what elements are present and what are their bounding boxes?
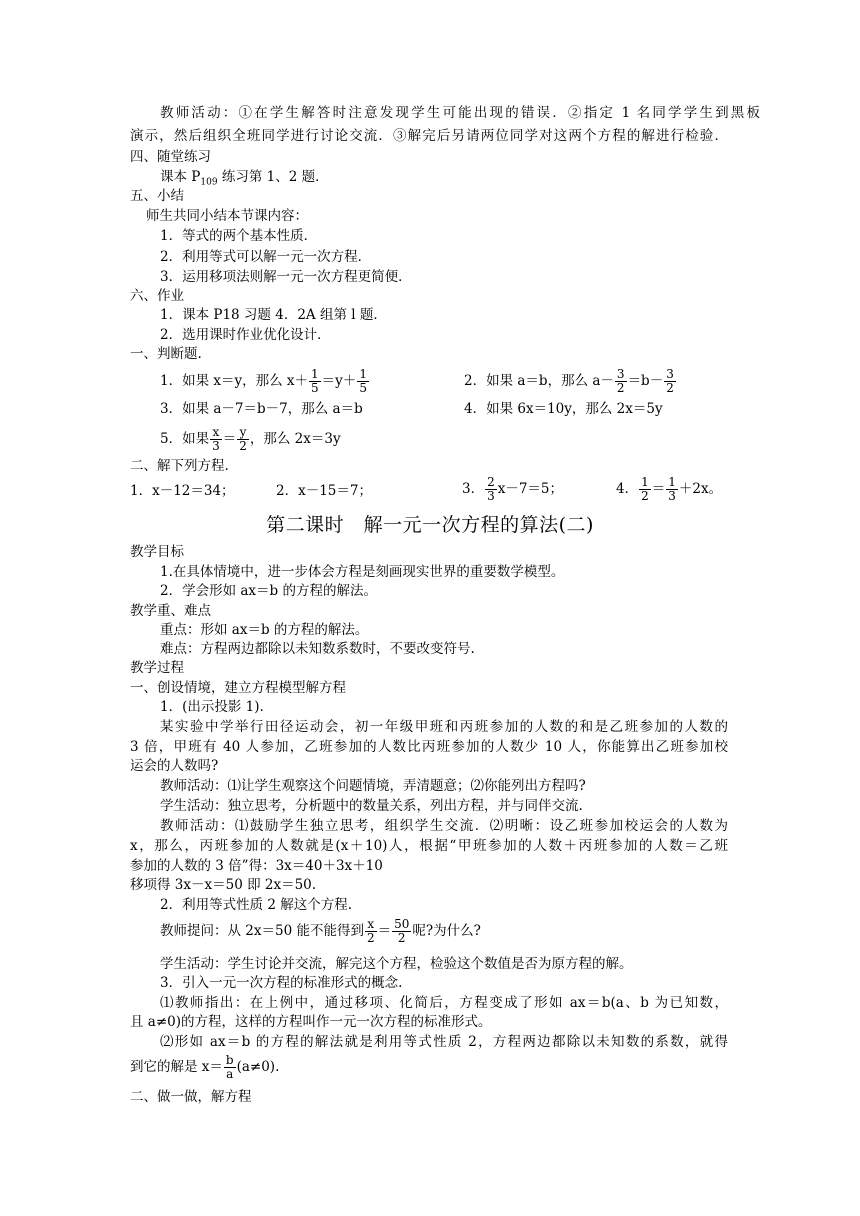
goal-1: 1.在具体情境中，进一步体会方程是刻画现实世界的重要数学模型。 xyxy=(160,564,565,580)
summary-item-3: 3．运用移项法则解一元一次方程更简便． xyxy=(160,269,412,285)
summary-intro: 师生共同小结本节课内容： xyxy=(146,208,308,224)
student-activity-discuss: 学生活动：学生讨论并交流，解完这个方程，检验这个数值是否为原方程的解。 xyxy=(160,956,633,972)
standard-form-intro: 3．引入一元一次方程的标准形式的概念. xyxy=(160,975,403,991)
fraction-b-over-a: $\frac{b}{a}$ xyxy=(225,1053,234,1081)
fraction-one-fifth: $\frac{1}{5}$ xyxy=(311,367,319,395)
fraction-two-thirds: $\frac{2}{3}$ xyxy=(487,475,495,503)
key-point: 重点：形如 ax＝b 的方程的解法。 xyxy=(160,622,369,638)
teacher-activity-line-1: 教师活动：①在学生解答时注意发现学生可能出现的错误．②指定 1 名同学学生到黑板 xyxy=(160,105,760,121)
judge-question-1: 1．如果 x＝y，那么 x＋ $\frac{1}{5}$ ＝y＋ $\frac{1}{5}$ xyxy=(160,367,367,395)
section-5-title: 五、小结 xyxy=(130,188,184,204)
fraction-y-half: $\frac{y}{2}$ xyxy=(239,425,247,453)
section-2-title: 二、做一做，解方程 xyxy=(130,1089,252,1105)
goals-heading: 教学目标 xyxy=(130,544,184,560)
key-points-heading: 教学重、难点 xyxy=(130,603,211,619)
judge-section-title: 一、判断题. xyxy=(130,346,202,362)
judge-question-5: 5．如果 $\frac{x}{3}$ ＝ $\frac{y}{2}$ ，那么 2x＝3y xyxy=(160,425,341,453)
section-4-body: 课本 $P_{109}$ 练习第 1、2 题． xyxy=(160,169,329,188)
fraction-x-third: $\frac{x}{3}$ xyxy=(212,425,220,453)
fraction-three-halves: $\frac{3}{2}$ xyxy=(666,367,674,395)
fraction-one-half: $\frac{1}{2}$ xyxy=(641,475,649,503)
homework-item-1: 1．课本 P18 习题 4．2A 组第 l 题． xyxy=(160,307,387,323)
section-6-title: 六、作业 xyxy=(130,288,184,304)
teacher-activity-clarify-3: 参加的人数的 3 倍”得：3x＝40＋3x＋10 xyxy=(130,858,383,874)
standard-form-note-1b: 且 a≠0)的方程，这样的方程叫作一元一次方程的标准形式。 xyxy=(130,1014,492,1030)
standard-form-note-2b: 到它的解是 x＝ $\frac{b}{a}$ (a≠0). xyxy=(130,1053,280,1081)
projection-note: 1．(出示投影 1). xyxy=(160,699,264,715)
teacher-activity-observe: 教师活动：⑴让学生观察这个问题情境，弄清题意；⑵你能列出方程吗? xyxy=(160,778,586,794)
student-activity-think: 学生活动：独立思考，分析题中的数量关系，列出方程，并与同伴交流. xyxy=(160,798,583,814)
goal-2: 2．学会形如 ax＝b 的方程的解法。 xyxy=(160,583,377,599)
fraction-fifty-half: $\frac{50}{2}$ xyxy=(394,917,410,945)
judge-question-3: 3．如果 a－7＝b－7，那么 a＝b xyxy=(160,401,363,417)
fraction-one-fifth: $\frac{1}{5}$ xyxy=(359,367,367,395)
property-2-step: 2．利用等式性质 2 解这个方程. xyxy=(160,897,353,913)
problem-line-3: 运会的人数吗? xyxy=(130,758,219,774)
problem-line-1: 某实验中学举行田径运动会，初一年级甲班和丙班参加的人数的和是乙班参加的人数的 xyxy=(160,719,728,735)
fraction-three-halves: $\frac{3}{2}$ xyxy=(616,367,625,395)
equation-3: 3． $\frac{2}{3}$ x－7＝5； xyxy=(462,475,564,503)
fraction-one-third: $\frac{1}{3}$ xyxy=(668,475,676,503)
teacher-activity-line-2: 演示，然后组织全班同学进行讨论交流．③解完后另请两位同学对这两个方程的解进行检验． xyxy=(130,128,728,144)
homework-item-2: 2．选用课时作业优化设计． xyxy=(160,327,331,343)
teacher-activity-clarify-1: 教师活动：⑴鼓励学生独立思考，组织学生交流．⑵明晰：设乙班参加校运会的人数为 xyxy=(160,818,728,834)
summary-item-1: 1．等式的两个基本性质． xyxy=(160,228,318,244)
equation-1: 1．x－12＝34； xyxy=(130,483,235,499)
problem-line-2: 3 倍，甲班有 40 人参加，乙班参加的人数比丙班参加的人数少 10 人，你能算出乙班参加校 xyxy=(130,739,728,755)
teacher-question: 教师提问：从 2x＝50 能不能得到 $\frac{x}{2}$ ＝ $\frac{50}{2}$ 呢?为什么? xyxy=(160,917,481,945)
standard-form-note-2a: ⑵形如 ax＝b 的方程的解法就是利用等式性质 2，方程两边都除以未知数的系数，就得 xyxy=(160,1034,728,1050)
summary-item-2: 2．利用等式可以解一元一次方程． xyxy=(160,249,372,265)
fraction-x-half: $\frac{x}{2}$ xyxy=(366,917,375,945)
section-1-title: 一、创设情境，建立方程模型解方程 xyxy=(130,680,346,696)
solve-section-title: 二、解下列方程. xyxy=(130,458,229,474)
judge-question-2: 2．如果 a＝b，那么 a－ $\frac{3}{2}$ ＝b－ $\frac{3}{2}$ xyxy=(464,367,674,395)
lesson-title: 第二课时 解一元一次方程的算法(二) xyxy=(266,514,594,536)
judge-question-4: 4．如果 6x＝10y，那么 2x＝5y xyxy=(464,401,663,417)
difficult-point: 难点：方程两边都除以未知数系数时，不要改变符号. xyxy=(160,641,475,657)
equation-4: 4． $\frac{1}{2}$ ＝ $\frac{1}{3}$ ＋2x。 xyxy=(616,475,723,503)
teacher-activity-clarify-2: x，那么，丙班参加的人数就是(x＋10)人，根据“甲班参加的人数＋丙班参加的人数＝乙班 xyxy=(130,838,728,854)
section-4-title: 四、随堂练习 xyxy=(130,149,211,165)
process-heading: 教学过程 xyxy=(130,660,184,676)
equation-2: 2．x－15＝7； xyxy=(276,483,372,499)
transpose-step: 移项得 3x－x＝50 即 2x＝50. xyxy=(130,877,317,893)
standard-form-note-1a: ⑴教师指出：在上例中，通过移项、化简后，方程变成了形如 ax＝b(a、b 为已知数， xyxy=(160,995,728,1011)
